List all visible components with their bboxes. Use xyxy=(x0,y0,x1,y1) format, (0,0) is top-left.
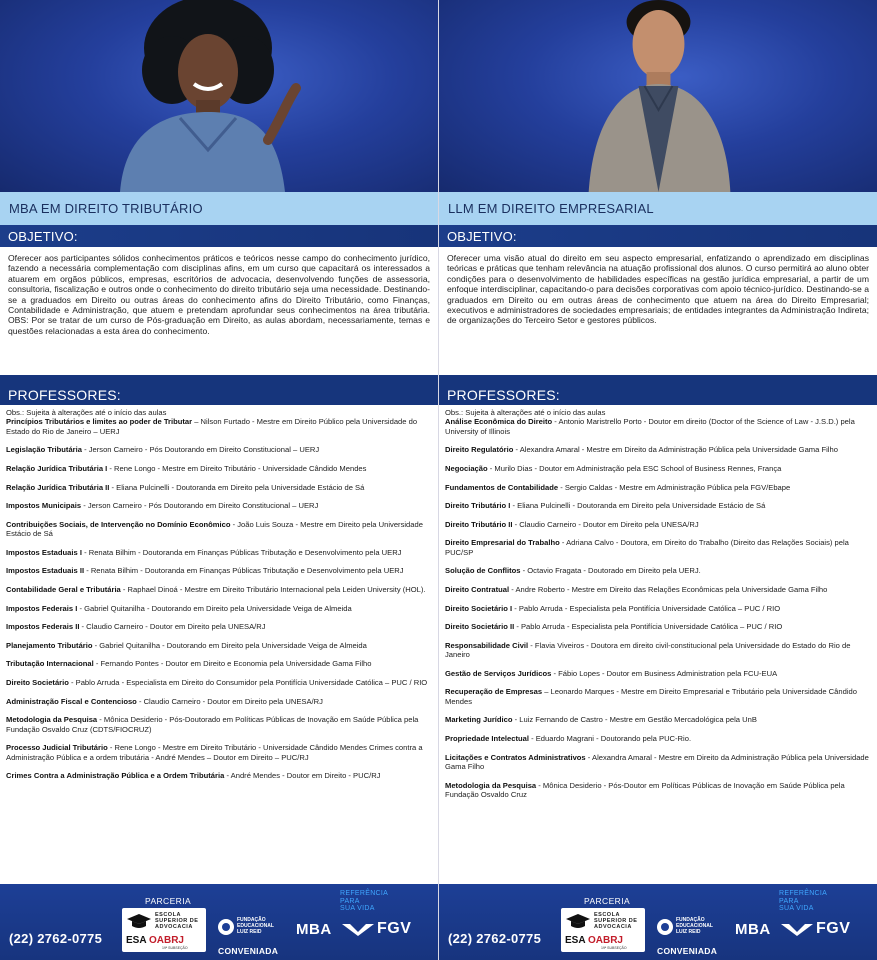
professor-subject: Propriedade Intelectual xyxy=(445,733,529,743)
professor-item xyxy=(6,566,432,575)
professors-list xyxy=(439,405,877,799)
professor-item xyxy=(445,669,871,678)
referencia-tagline xyxy=(340,890,388,913)
referencia-line: SUA VIDA xyxy=(340,905,375,913)
professor-subject: Relação Jurídica Tributária II xyxy=(6,482,110,492)
esa-text-line: SUPERIOR DE xyxy=(155,918,199,925)
professor-desc: - Alexandra Amaral - Mestre em Direito da Administração Pública pela Universidade Gama Filho xyxy=(445,752,869,771)
professor-subject: Fundamentos de Contabilidade xyxy=(445,482,559,492)
esa-logo-wordmark xyxy=(565,935,623,946)
footer-left xyxy=(0,884,438,960)
professor-item xyxy=(445,734,871,743)
professor-item xyxy=(445,715,871,724)
phone-number[interactable]: (22) 2762-0775 xyxy=(448,931,542,946)
professor-item xyxy=(445,641,871,660)
professor-item xyxy=(6,501,432,510)
professor-desc: - Jerson Carneiro - Pós Doutorando em Direito Constitucional – UERJ xyxy=(81,501,319,511)
professor-subject: Crimes Contra a Administração Pública e a Ordem Tributária xyxy=(6,771,225,781)
esa-text xyxy=(594,912,637,931)
conveniada-label: CONVENIADA xyxy=(218,946,279,956)
fundacao-text-line: LUIZ REID xyxy=(237,928,262,935)
professor-subject: Metodologia da Pesquisa xyxy=(6,715,98,725)
professor-desc: – Nilson Furtado - Mestre em Direito Público pela Universidade do Estado do Rio de Janeiro – UERJ xyxy=(6,417,418,436)
fgv-chevron-icon xyxy=(342,922,374,936)
professor-item xyxy=(445,687,871,706)
referencia-line: SUA VIDA xyxy=(779,905,814,913)
man-illustration xyxy=(439,0,877,192)
professor-item xyxy=(445,464,871,473)
professor-desc: - Murilo Dias - Doutor em Administração pela ESC School of Business Rennes, França xyxy=(487,464,782,473)
graduation-cap-icon xyxy=(565,912,591,932)
referencia-tagline xyxy=(779,890,827,913)
professor-subject: Impostos Estaduais I xyxy=(6,547,82,557)
professor-item xyxy=(445,520,871,529)
professor-subject: Planejamento Tributário xyxy=(6,640,93,650)
professors-list xyxy=(0,405,438,781)
esa-text-line: SUPERIOR DE xyxy=(594,918,638,925)
professor-desc: - Claudio Carneiro - Doutor em Direito pela UNESA/RJ xyxy=(512,519,699,529)
fundacao-emblem-icon xyxy=(657,919,673,935)
professor-item xyxy=(6,417,432,436)
esa-subsection: 19ª SUBSEÇÃO xyxy=(601,946,627,950)
professor-subject: Impostos Estaduais II xyxy=(6,566,85,576)
esa-text-line: ADVOCACIA xyxy=(594,924,632,931)
esa-text-line: ADVOCACIA xyxy=(155,924,193,931)
professor-desc: - Rene Longo - Mestre em Direito Tributário - Universidade Cândido Mendes Crimes contra a Administração Pública e a ordem tributária - André Mendes – Doutor em Direito – PUC/RJ xyxy=(6,743,423,762)
professor-item xyxy=(6,585,432,594)
esa-logo-wordmark xyxy=(126,935,184,946)
phone-number[interactable]: (22) 2762-0775 xyxy=(9,931,103,946)
professor-item xyxy=(445,566,871,575)
professor-desc: - Claudio Carneiro - Doutor em Direito pela UNESA/RJ xyxy=(79,622,266,632)
professor-subject: Direito Empresarial do Trabalho xyxy=(445,538,560,548)
referencia-line: REFERÊNCIA xyxy=(340,890,389,897)
referencia-line: REFERÊNCIA xyxy=(779,890,828,897)
professor-desc: - Renata Bilhim - Doutoranda em Finanças Públicas Tributação e Desenvolvimento pela UERJ xyxy=(84,566,404,576)
esa-text-line: ESCOLA xyxy=(594,912,620,918)
professor-desc: - Pablo Arruda - Especialista pela Pontifícia Universidade Católica – PUC / RIO xyxy=(514,622,783,632)
woman-illustration xyxy=(0,0,438,192)
professor-item xyxy=(445,781,871,800)
professor-subject: Contribuições Sociais, de Intervenção no Domínio Econômico xyxy=(6,519,231,529)
professors-obs: Obs.: Sujeita à alterações até o início das aulas xyxy=(6,408,167,417)
professor-subject: Direito Societário I xyxy=(445,603,513,613)
professor-desc: - Eliana Pulcinelli - Doutoranda em Direito pela Universidade Estácio de Sá xyxy=(510,501,766,511)
professor-desc: - Pablo Arruda - Especialista em Direito do Consumidor pela Pontifícia Universidade Católica – PUC / RIO xyxy=(68,677,428,687)
professor-desc: - Alexandra Amaral - Mestre em Direito da Administração Pública pela Universidade Gama Filho xyxy=(513,445,838,455)
professor-subject: Processo Judicial Tributário xyxy=(6,743,108,753)
fundacao-emblem-icon xyxy=(218,919,234,935)
objective-heading-bar xyxy=(439,225,877,247)
course-title: LLM EM DIREITO EMPRESARIAL xyxy=(448,201,654,216)
conveniada-label: CONVENIADA xyxy=(657,946,718,956)
esa-text-line: ESCOLA xyxy=(155,912,181,918)
professor-subject: Gestão de Serviços Jurídicos xyxy=(445,668,552,678)
professor-subject: Relação Jurídica Tributária I xyxy=(6,464,108,473)
student-photo-man xyxy=(439,0,877,192)
professor-subject: Solução de Conflitos xyxy=(445,566,521,576)
professor-desc: - Pablo Arruda - Especialista pela Pontifícia Universidade Católica – PUC / RIO xyxy=(512,603,781,613)
fgv-wordmark: FGV xyxy=(816,920,851,937)
professor-subject: Análise Econômica do Direito xyxy=(445,417,553,427)
professor-subject: Legislação Tributária xyxy=(6,445,82,455)
professor-item xyxy=(445,753,871,772)
fundacao-text-line: EDUCACIONAL xyxy=(676,922,713,929)
mba-wordmark: MBA xyxy=(296,921,332,938)
professor-subject: Princípios Tributários e limites ao poder de Tributar xyxy=(6,417,193,427)
objective-text: Oferecer aos participantes sólidos conhecimentos práticos e teóricos nesse campo do conhecimento jurídico, fazendo a necessária complementação com disciplinas afins, em um curso que capacitará os interessados a atuarem em orgãos públicos, empresas, escritórios de advocacia, desenvolvendo funções de assessoria, consultoria, fiscalização e outros onde o conhecimento do direito tributário seja uma necessidade. Destinando-se a graduados em Direito ou outras áreas do conhecimento afins do Direito Tributário, como Finanças, Contabilidade e Administração, que atuem e pretendam aprofundar seus conhecimentos na área tributária. OBS: Por se tratar de um curso de Pós-graduação em Direito, as aulas abordam, necessariamente, temas e questões relacionadas a esta área do conhecimento. xyxy=(8,253,430,336)
professor-desc: - Mônica Desiderio - Pós-Doutorado em Políticas Públicas de Inovação em Saúde Pública pela Fundação Osvaldo Cruz (CDTS/FIOCRUZ) xyxy=(6,715,419,734)
professor-desc: - Andre Roberto - Mestre em Direito das Relações Econômicas pela Universidade Gama Filho xyxy=(509,584,828,594)
professors-heading: PROFESSORES: xyxy=(8,387,121,403)
professor-desc: - Gabriel Quitanilha - Doutorando em Direito pela Universidade Veiga de Almeida xyxy=(92,640,367,650)
objective-text: Oferecer uma visão atual do direito em seu aspecto empresarial, enfatizando o aprendizado em disciplinas teóricas e práticas que tenham relevância na atuação profissional dos alunos. O curso permitirá ao aluno obter condições para o desenvolvimento de habilidades específicas na gestão jurídica empresarial, a partir de um enfoque interdisciplinar, capacitando-o para decisões corporativas com apoio técnico-jurídico. Destinando-se a graduados em Direito ou em outras áreas de conhecimento que atuem na área do Direito Empresarial; executivos e administradores de sociedades empresariais; de entidades integrantes da Administração Indireta; de organizações do Terceiro Setor e gestores públicos. xyxy=(447,253,869,326)
esa-oabrj-logo xyxy=(561,908,645,952)
professor-subject: Licitações e Contratos Administrativos xyxy=(445,752,586,762)
fgv-chevron-icon xyxy=(781,922,813,936)
professor-subject: Impostos Municipais xyxy=(6,501,82,511)
professor-desc: - Gabriel Quitanilha - Doutorando em Direito pela Universidade Veiga de Almeida xyxy=(77,603,352,613)
professor-subject: Direito Tributário II xyxy=(445,519,513,529)
esa-wordmark: ESA xyxy=(565,935,586,946)
professor-desc: - Mônica Desiderio - Pós-Doutor em Políticas Públicas de Inovação em Saúde Pública pela Fundação Osvaldo Cruz xyxy=(445,780,845,799)
fundacao-text-line: FUNDAÇÃO xyxy=(237,917,266,923)
fundacao-text-line: EDUCACIONAL xyxy=(237,922,274,929)
professor-desc: – Leonardo Marques - Mestre em Direito Empresarial e Tributário pela Universidade Cândido Mendes xyxy=(445,687,857,706)
oabrj-wordmark: OABRJ xyxy=(587,935,623,946)
professor-desc: - Fábio Lopes - Doutor em Business Administration pela FCU-EUA xyxy=(551,668,778,678)
fundacao-text-line: FUNDAÇÃO xyxy=(676,917,705,923)
professor-subject: Direito Societário xyxy=(6,677,69,687)
professors-heading-bar xyxy=(0,375,438,405)
professors-heading-bar xyxy=(439,375,877,405)
professor-subject: Tributação Internacional xyxy=(6,659,94,669)
professor-subject: Direito Contratual xyxy=(445,584,510,594)
professor-item xyxy=(6,445,432,454)
student-photo-woman xyxy=(0,0,438,192)
professor-desc: - Eliana Pulcinelli - Doutoranda em Direito pela Universidade Estácio de Sá xyxy=(109,482,365,492)
professors-obs: Obs.: Sujeita à alterações até o início das aulas xyxy=(445,408,606,417)
professor-item xyxy=(6,464,432,473)
professor-item xyxy=(6,678,432,687)
professor-desc: - Luiz Fernando de Castro - Mestre em Gestão Mercadológica pela UnB xyxy=(512,715,757,725)
objective-heading-bar xyxy=(0,225,438,247)
referencia-line: PARA xyxy=(340,897,360,905)
professor-desc: - Sergio Caldas - Mestre em Administração Pública pela FGV/Ebape xyxy=(558,482,791,492)
fundacao-logo xyxy=(218,916,278,942)
professor-subject: Contabilidade Geral e Tributária xyxy=(6,584,121,594)
professor-desc: - Octavio Fragata - Doutorado em Direito pela UERJ. xyxy=(520,566,701,576)
parceria-label: PARCERIA xyxy=(145,896,192,906)
professors-heading: PROFESSORES: xyxy=(447,387,560,403)
esa-oabrj-logo xyxy=(122,908,206,952)
professor-item xyxy=(6,604,432,613)
professor-subject: Recuperação de Empresas xyxy=(445,687,543,697)
referencia-line: PARA xyxy=(779,897,799,905)
professor-item xyxy=(445,445,871,454)
course-column-left xyxy=(0,0,438,960)
professor-item xyxy=(6,520,432,539)
fundacao-text-line: LUIZ REID xyxy=(676,928,701,935)
esa-wordmark: ESA xyxy=(126,935,147,946)
professor-desc: - Fernando Pontes - Doutor em Direito e Economia pela Universidade Gama Filho xyxy=(93,659,372,669)
professor-item xyxy=(6,548,432,557)
professor-item xyxy=(445,538,871,557)
graduation-cap-icon xyxy=(126,912,152,932)
objective-heading: OBJETIVO: xyxy=(8,229,78,244)
professor-item xyxy=(445,622,871,631)
professor-subject: Marketing Jurídico xyxy=(445,715,513,725)
professor-desc: - Raphael Dinoá - Mestre em Direito Tributário Internacional pela Leiden University (HOL). xyxy=(120,584,426,594)
professor-desc: - Adriana Calvo - Doutora, em Direito do Trabalho (Direito das Relações Sociais) pela PUC/SP xyxy=(445,538,849,557)
professor-desc: - Claudio Carneiro - Doutor em Direito pela UNESA/RJ xyxy=(136,696,323,706)
professor-desc: - Eduardo Magrani - Doutorando pela PUC-Rio. xyxy=(528,733,692,743)
professor-item xyxy=(445,585,871,594)
professor-desc: - Rene Longo - Mestre em Direito Tributário - Universidade Cândido Mendes xyxy=(107,464,367,473)
professor-item xyxy=(6,659,432,668)
professor-desc: - Flavia Viveiros - Doutora em direito civil-constitucional pela Universidade do Estado do Rio de Janeiro xyxy=(445,640,851,660)
fundacao-text xyxy=(676,918,713,935)
professor-item xyxy=(6,483,432,492)
professor-desc: - Jerson Carneiro - Pós Doutorando em Direito Constitucional – UERJ xyxy=(81,445,320,455)
professor-item xyxy=(445,501,871,510)
professor-subject: Negociação xyxy=(445,464,488,473)
professor-item xyxy=(6,743,432,762)
oabrj-wordmark: OABRJ xyxy=(148,935,184,946)
objective-heading: OBJETIVO: xyxy=(447,229,517,244)
professor-desc: - André Mendes - Doutor em Direito - PUC/RJ xyxy=(224,771,381,781)
professor-desc: - Renata Bilhim - Doutoranda em Finanças Públicas Tributação e Desenvolvimento pela UERJ xyxy=(81,547,402,557)
professor-subject: Administração Fiscal e Contencioso xyxy=(6,696,137,706)
footer-right xyxy=(439,884,877,960)
professor-item xyxy=(445,604,871,613)
course-title-bar xyxy=(439,192,877,225)
professor-item xyxy=(6,622,432,631)
professor-subject: Metodologia da Pesquisa xyxy=(445,780,537,790)
fgv-wordmark: FGV xyxy=(377,920,412,937)
professor-item xyxy=(6,771,432,780)
course-title: MBA EM DIREITO TRIBUTÁRIO xyxy=(9,201,203,216)
course-title-bar xyxy=(0,192,438,225)
professor-item xyxy=(445,417,871,436)
esa-text xyxy=(155,912,198,931)
professor-item xyxy=(6,697,432,706)
fundacao-text xyxy=(237,918,274,935)
parceria-label: PARCERIA xyxy=(584,896,631,906)
professor-item xyxy=(6,715,432,734)
professor-subject: Direito Regulatório xyxy=(445,445,514,455)
professor-item xyxy=(6,641,432,650)
professor-desc: - João Luis Souza - Mestre em Direito pela Universidade Estácio de Sá xyxy=(6,519,423,539)
professor-item xyxy=(445,483,871,492)
professor-subject: Impostos Federais II xyxy=(6,622,80,632)
professor-subject: Direito Tributário I xyxy=(445,501,511,511)
mba-wordmark: MBA xyxy=(735,921,771,938)
professor-subject: Responsabilidade Civil xyxy=(445,640,529,650)
professor-subject: Impostos Federais I xyxy=(6,603,78,613)
professor-subject: Direito Societário II xyxy=(445,622,515,632)
course-column-right xyxy=(438,0,877,960)
professor-desc: - Antonio Maristrello Porto - Doutor em direito (Doctor of the Science of Law - J.S.D.) pela University of Illinois xyxy=(445,417,855,436)
fundacao-logo xyxy=(657,916,717,942)
esa-subsection: 19ª SUBSEÇÃO xyxy=(162,946,188,950)
